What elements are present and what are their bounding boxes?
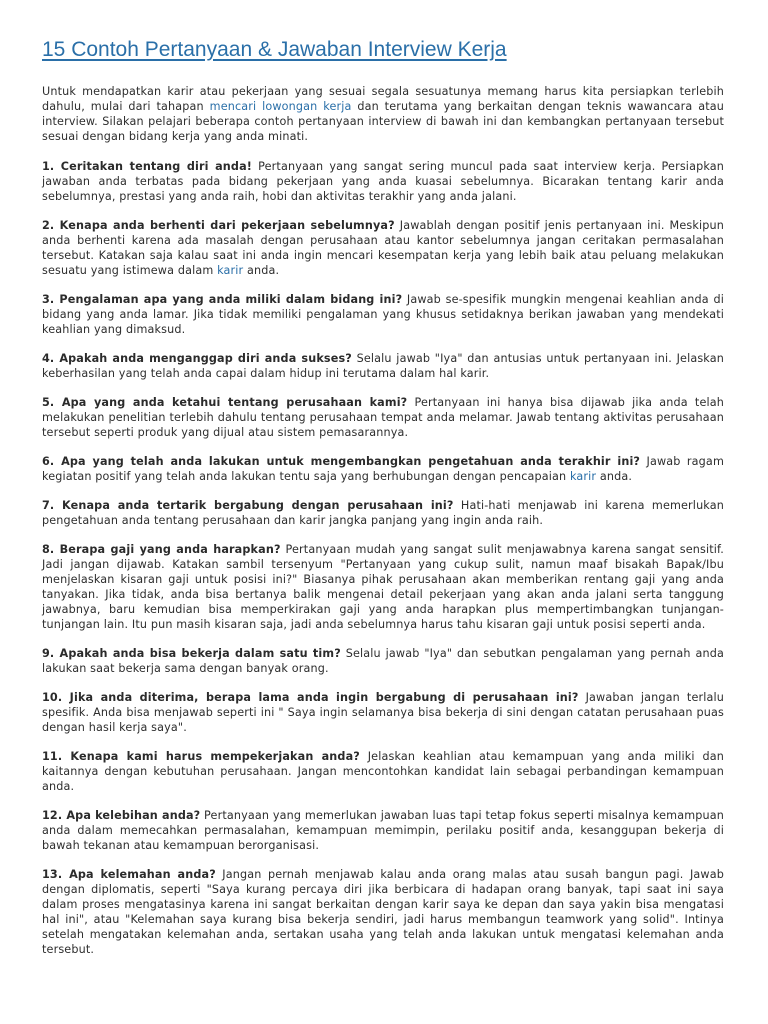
question-item-10 (42, 690, 724, 735)
question-text: 6. Apa yang telah anda lakukan untuk mengembangkan pengetahuan anda terakhir ini? (42, 455, 641, 468)
page-title[interactable]: 15 Contoh Pertanyaan & Jawaban Interview Kerja (42, 38, 507, 61)
question-item-12 (42, 808, 724, 853)
question-text: 5. Apa yang anda ketahui tentang perusahaan kami? (42, 396, 408, 409)
question-item-1 (42, 159, 724, 204)
question-text: 11. Kenapa kami harus mempekerjakan anda? (42, 750, 360, 763)
question-text: 13. Apa kelemahan anda? (42, 868, 216, 881)
answer-text: Jawab ragam kegiatan positif yang telah anda lakukan tentu saja yang berhubungan dengan pencapaian (42, 455, 724, 483)
question-text: 12. Apa kelebihan anda? (42, 809, 201, 822)
question-item-5 (42, 395, 724, 440)
question-text: 4. Apakah anda menganggap diri anda sukses? (42, 352, 352, 365)
question-text: 9. Apakah anda bisa bekerja dalam satu tim? (42, 647, 341, 660)
answer-text: Pertanyaan yang sangat sering muncul pada saat interview kerja. Persiapkan jawaban anda terbatas pada bidang pekerjaan yang anda kuasai sebelumnya. Bicarakan tentang karir anda sebelumnya, prestasi yang anda raih, hobi dan aktivitas terakhir yang anda jalani. (42, 160, 724, 203)
answer-text: Selalu jawab "Iya" dan sebutkan pengalaman yang pernah anda lakukan saat bekerja sama dengan banyak orang. (42, 647, 724, 675)
answer-text-end: anda. (596, 470, 633, 483)
answer-text: Pertanyaan yang memerlukan jawaban luas tapi tetap fokus seperti misalnya kemampuan anda dalam memecahkan permasalahan, kemampuan memimpin, perilaku positif anda, kesanggupan bekerja di bawah tekanan atau kemampuan berorganisasi. (42, 809, 724, 852)
intro-text-start: Untuk mendapatkan karir atau pekerjaan yang sesuai segala sesuatunya memang harus kita persiapkan terlebih dahulu, mulai dari tahapan (42, 85, 724, 113)
question-text: 8. Berapa gaji yang anda harapkan? (42, 543, 281, 556)
answer-text: Selalu jawab "Iya" dan antusias untuk pertanyaan ini. Jelaskan keberhasilan yang telah anda capai dalam hidup ini terutama dalam hal karir. (42, 352, 724, 380)
question-item-4 (42, 351, 724, 381)
answer-text: Jawaban jangan terlalu spesifik. Anda bisa menjawab seperti ini " Saya ingin selamanya bisa bekerja di sini dengan catatan perusahaan puas dengan hasil kerja saya". (42, 691, 724, 734)
answer-text: Jelaskan keahlian atau kemampuan yang anda miliki dan kaitannya dengan kebutuhan perusahaan. Jangan mencontohkan kandidat lain sebagai perbandingan kemampuan anda. (42, 750, 724, 793)
question-text: 7. Kenapa anda tertarik bergabung dengan perusahaan ini? (42, 499, 454, 512)
question-item-13 (42, 867, 724, 957)
career-link[interactable]: karir (569, 470, 597, 483)
answer-text: Jangan pernah menjawab kalau anda orang malas atau susah bangun pagi. Jawab dengan diplomatis, seperti "Saya kurang percaya diri jika berbicara di hadapan orang banyak, tapi saat ini saya dalam proses mengatasinya karena ini sangat berkaitan dengan karir saya ke depan dan saya yakin bisa mengatasi hal ini", atau "Kelemahan saya kurang bisa bekerja sendiri, jadi harus membangun teamwork yang solid". Intinya setelah mengatakan kelemahan anda, sertakan usaha yang telah anda lakukan untuk mengatasi kelemahan anda tersebut. (42, 868, 724, 956)
answer-text: Jawab se-spesifik mungkin mengenai keahlian anda di bidang yang anda lamar. Jika tidak memiliki pengalaman yang khusus setidaknya berikan jawaban yang mendekati keahlian yang dimaksud. (42, 293, 724, 336)
answer-text: Hati-hati menjawab ini karena memerlukan pengetahuan anda tentang perusahaan dan karir jangka panjang yang ingin anda raih. (42, 499, 724, 527)
job-search-link[interactable]: mencari lowongan kerja (209, 100, 352, 113)
answer-text: Pertanyaan mudah yang sangat sulit menjawabnya karena sangat sensitif. Jadi jangan dijawab. Katakan sambil tersenyum "Pertanyaan yang cukup sulit, namun maaf bisakah Bapak/Ibu menjelaskan kisaran gaji untuk posisi ini?" Biasanya pihak perusahaan akan memberikan rentang gaji yang anda tanyakan. Jika tidak, anda bisa bertanya balik mengenai detail pekerjaan yang akan anda jalani serta tanggung jawabnya, baru kemudian bisa memperkirakan gaji yang anda harapkan plus mempertimbangkan tunjangan-tunjangan lain. Itu pun masih kisaran saja, jadi anda sebelumnya harus tahu kisaran gaji untuk posisi seperti anda. (42, 543, 724, 631)
question-item-8 (42, 542, 724, 632)
intro-paragraph (42, 84, 724, 144)
question-text: 1. Ceritakan tentang diri anda! (42, 160, 253, 173)
question-item-3 (42, 292, 724, 337)
intro-text-end: dan terutama yang berkaitan dengan teknis wawancara atau interview. Silakan pelajari beberapa contoh pertanyaan interview di bawah ini dan kembangkan pertanyaan tersebut sesuai dengan bidang kerja yang anda minati. (42, 100, 724, 143)
question-text: 3. Pengalaman apa yang anda miliki dalam bidang ini? (42, 293, 403, 306)
question-text: 2. Kenapa anda berhenti dari pekerjaan sebelumnya? (42, 219, 395, 232)
answer-text-end: anda. (243, 264, 280, 277)
question-item-11 (42, 749, 724, 794)
question-item-2 (42, 218, 724, 278)
question-item-6 (42, 454, 724, 484)
question-item-9 (42, 646, 724, 676)
answer-text: Pertanyaan ini hanya bisa dijawab jika anda telah melakukan penelitian terlebih dahulu tentang perusahaan tempat anda melamar. Jawab tentang aktivitas perusahaan tersebut seperti produk yang dijual atau sistem pemasarannya. (42, 396, 725, 439)
question-text: 10. Jika anda diterima, berapa lama anda ingin bergabung di perusahaan ini? (42, 691, 579, 704)
answer-text: Jawablah dengan positif jenis pertanyaan ini. Meskipun anda berhenti karena ada masalah dengan perusahaan atau kantor sebelumnya jangan ceritakan permasalahan tersebut. Katakan saja kalau saat ini anda ingin mencari kesempatan kerja yang lebih baik atau peluang melakukan sesuatu yang istimewa dalam (42, 219, 724, 277)
career-link[interactable]: karir (217, 264, 244, 277)
question-item-7 (42, 498, 724, 528)
